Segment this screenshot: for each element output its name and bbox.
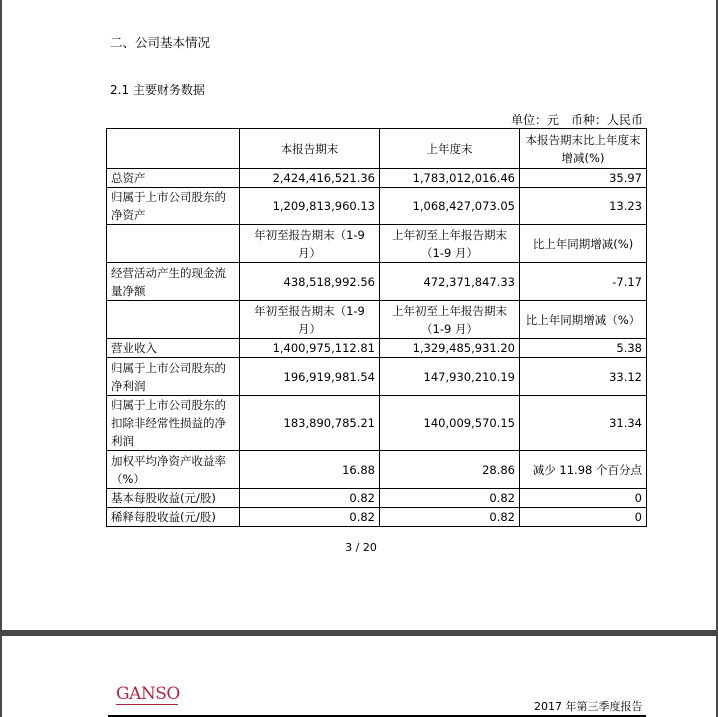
logo-underline [116,704,178,709]
row-label: 加权平均净资产收益率（%） [107,451,240,489]
table-row [107,489,647,508]
row-label: 总资产 [107,169,240,188]
cell-value: 1,400,975,112.81 [240,339,380,358]
table-header-row [107,225,647,263]
table-header-row [107,301,647,339]
cell-value: 减少 11.98 个百分点 [520,451,647,489]
column-header: 比上年同期增减（%） [520,301,647,339]
cell-value: 13.23 [520,188,647,225]
cell-value: 1,209,813,960.13 [240,188,380,225]
table-row [107,339,647,358]
table-row [107,263,647,301]
cell-value: 16.88 [240,451,380,489]
cell-value: 0 [520,508,647,527]
table-row [107,169,647,188]
cell-value: -7.17 [520,263,647,301]
ganso-logo: GANSO [116,684,180,704]
cell-value: 183,890,785.21 [240,396,380,451]
cell-value: 140,009,570.15 [380,396,520,451]
unit-note: 单位：元 币种：人民币 [510,113,643,127]
column-header: 上年度末 [380,129,520,169]
column-header: 比上年同期增减(%) [520,225,647,263]
table-row [107,396,647,451]
section-title: 二、公司基本情况 [110,35,211,50]
table-header-row [107,129,647,169]
table-row [107,508,647,527]
row-label: 归属于上市公司股东的净利润 [107,358,240,396]
cell-value: 438,518,992.56 [240,263,380,301]
column-header [107,129,240,169]
column-header: 上年初至上年报告期末（1-9 月） [380,301,520,339]
column-header [107,225,240,263]
row-label: 营业收入 [107,339,240,358]
column-header: 上年初至上年报告期末（1-9 月） [380,225,520,263]
table-row [107,188,647,225]
cell-value: 0.82 [240,508,380,527]
column-header: 年初至报告期末（1-9 月） [240,225,380,263]
cell-value: 0 [520,489,647,508]
cell-value: 0.82 [380,489,520,508]
cell-value: 28.86 [380,451,520,489]
cell-value: 33.12 [520,358,647,396]
cell-value: 196,919,981.54 [240,358,380,396]
cell-value: 0.82 [240,489,380,508]
subsection-title: 2.1 主要财务数据 [110,83,205,97]
row-label: 稀释每股收益(元/股) [107,508,240,527]
row-label: 归属于上市公司股东的净资产 [107,188,240,225]
cell-value: 2,424,416,521.36 [240,169,380,188]
column-header: 本报告期末比上年度末增减(%) [520,129,647,169]
cell-value: 147,930,210.19 [380,358,520,396]
financial-data-table [106,128,647,527]
row-label: 归属于上市公司股东的扣除非经常性损益的净利润 [107,396,240,451]
page-number: 3 / 20 [345,541,377,554]
table-row [107,451,647,489]
column-header: 年初至报告期末（1-9 月） [240,301,380,339]
cell-value: 1,783,012,016.46 [380,169,520,188]
cell-value: 1,068,427,073.05 [380,188,520,225]
cell-value: 5.38 [520,339,647,358]
cell-value: 35.97 [520,169,647,188]
cell-value: 472,371,847.33 [380,263,520,301]
row-label: 经营活动产生的现金流量净额 [107,263,240,301]
report-title: 2017 年第三季度报告 [534,700,643,713]
cell-value: 0.82 [380,508,520,527]
column-header: 本报告期末 [240,129,380,169]
row-label: 基本每股收益(元/股) [107,489,240,508]
cell-value: 1,329,485,931.20 [380,339,520,358]
table-row [107,358,647,396]
column-header [107,301,240,339]
cell-value: 31.34 [520,396,647,451]
